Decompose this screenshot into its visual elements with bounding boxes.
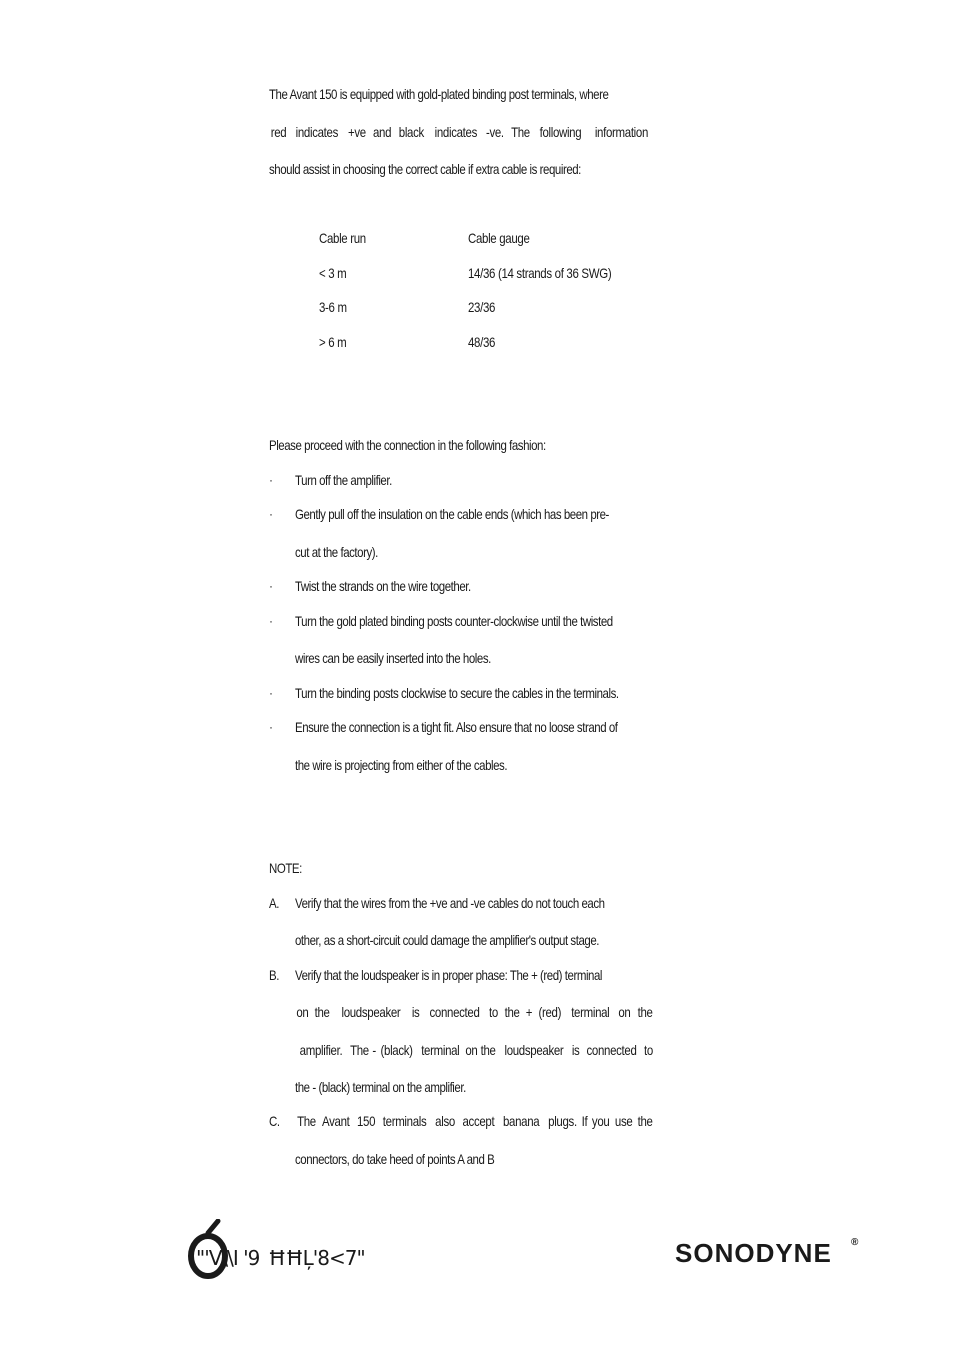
procedure-step-1: Turn off the amplifier. — [295, 472, 392, 488]
procedure-step-3: Twist the strands on the wire together. — [295, 578, 471, 594]
table-row-gauge: 23/36 — [468, 299, 496, 315]
procedure-step-4-line-2: wires can be easily inserted into the holes. — [295, 650, 491, 666]
footer-garbled-text-right — [196, 1246, 259, 1270]
note-b-word: The — [349, 1042, 369, 1058]
note-c-word: 150 — [356, 1113, 375, 1129]
note-b-word: amplifier. — [299, 1042, 343, 1058]
note-label-b: B. — [269, 967, 279, 983]
note-b-line-3 — [295, 1042, 654, 1058]
table-header-cable-run: Cable run — [319, 230, 366, 246]
table-header-cable-gauge: Cable gauge — [468, 230, 530, 246]
note-a-line-1: Verify that the wires from the +ve and -ve cables do not touch each — [295, 895, 605, 911]
note-b-word: on — [618, 1004, 631, 1020]
intro-line-3: should assist in choosing the correct cable if extra cable is required: — [269, 161, 581, 177]
procedure-heading: Please proceed with the connection in the following fashion: — [269, 437, 546, 453]
intro-word: following — [539, 124, 582, 140]
note-b-word: on — [296, 1004, 309, 1020]
table-row-run: < 3 m — [319, 265, 347, 281]
note-c-word: accept — [462, 1113, 494, 1129]
intro-line-1: The Avant 150 is equipped with gold-plated binding post terminals, where — [269, 86, 609, 102]
procedure-step-2-line-1: Gently pull off the insulation on the cable ends (which has been pre- — [295, 506, 609, 522]
intro-word: information — [594, 124, 649, 140]
note-b-line-4: the - (black) terminal on the amplifier. — [295, 1079, 466, 1095]
procedure-step-4-line-1: Turn the gold plated binding posts counter-clockwise until the twisted — [295, 613, 613, 629]
note-b-word: the — [637, 1004, 653, 1020]
bullet-mark: · — [269, 579, 273, 593]
note-c-word: also — [435, 1113, 455, 1129]
intro-word: indicates — [434, 124, 477, 140]
note-b-word: is — [411, 1004, 420, 1020]
intro-word: The — [511, 124, 531, 140]
note-heading: NOTE: — [269, 860, 302, 876]
note-b-word: connected — [429, 1004, 480, 1020]
note-b-word: + — [525, 1004, 532, 1020]
intro-word: and — [372, 124, 391, 140]
footer-garbled-text — [268, 1246, 365, 1270]
note-b-word: is — [571, 1042, 580, 1058]
note-b-word: loudspeaker — [504, 1042, 564, 1058]
note-label-c: C. — [269, 1113, 280, 1129]
intro-word: indicates — [295, 124, 339, 140]
note-c-line-1 — [295, 1113, 654, 1129]
bullet-mark: · — [269, 614, 273, 628]
note-c-word: use — [614, 1113, 633, 1129]
procedure-step-2-line-2: cut at the factory). — [295, 544, 378, 560]
intro-line-2 — [269, 124, 654, 140]
note-b-word: on — [465, 1042, 478, 1058]
bullet-mark: · — [269, 507, 273, 521]
note-c-line-2: connectors, do take heed of points A and B — [295, 1151, 495, 1167]
note-c-word: If — [582, 1113, 588, 1129]
intro-word: +ve — [347, 124, 366, 140]
note-label-a: A. — [269, 895, 279, 911]
note-b-word: loudspeaker — [341, 1004, 401, 1020]
brand-logo: SONODYNE — [675, 1238, 832, 1268]
intro-word: black — [398, 124, 424, 140]
note-b-word: to — [643, 1042, 653, 1058]
note-b-word: connected — [586, 1042, 637, 1058]
bullet-mark: · — [269, 686, 273, 700]
note-c-word: you — [591, 1113, 610, 1129]
registered-mark: ® — [851, 1237, 859, 1248]
intro-word: red — [270, 124, 287, 140]
procedure-step-6-line-2: the wire is projecting from either of the cables. — [295, 757, 508, 773]
note-b-word: (red) — [538, 1004, 562, 1020]
bullet-mark: · — [269, 473, 273, 487]
note-b-word: (black) — [380, 1042, 413, 1058]
table-row-gauge: 14/36 (14 strands of 36 SWG) — [468, 265, 612, 281]
bullet-mark: · — [269, 720, 273, 734]
procedure-step-5: Turn the binding posts clockwise to secure the cables in the terminals. — [295, 685, 619, 701]
note-b-word: - — [371, 1042, 376, 1058]
intro-word: -ve. — [486, 124, 505, 140]
note-b-word: terminal — [571, 1004, 610, 1020]
table-row-run: 3-6 m — [319, 299, 347, 315]
note-c-word: plugs. — [548, 1113, 577, 1129]
note-b-word: the — [481, 1042, 497, 1058]
note-b-word: the — [315, 1004, 330, 1020]
table-row-gauge: 48/36 — [468, 334, 496, 350]
note-b-word: terminal — [420, 1042, 459, 1058]
note-c-word: banana — [503, 1113, 540, 1129]
note-b-word: to — [489, 1004, 499, 1020]
table-row-run: > 6 m — [319, 334, 347, 350]
footer-garbled-right: "'V\\I '9 — [196, 1246, 260, 1270]
note-b-line-1: Verify that the loudspeaker is in proper phase: The + (red) terminal — [295, 967, 603, 983]
procedure-step-6-line-1: Ensure the connection is a tight fit. Also ensure that no loose strand of — [295, 719, 618, 735]
note-c-word: The — [297, 1113, 316, 1129]
note-c-word: Avant — [322, 1113, 351, 1129]
note-a-line-2: other, as a short-circuit could damage the amplifier's output stage. — [295, 932, 599, 948]
note-c-word: terminals — [383, 1113, 427, 1129]
note-c-word: the — [637, 1113, 653, 1129]
note-b-word: the — [504, 1004, 520, 1020]
footer-garbled-left: ĦĦĻ'8<7" — [268, 1246, 365, 1270]
note-b-line-2 — [295, 1004, 654, 1020]
